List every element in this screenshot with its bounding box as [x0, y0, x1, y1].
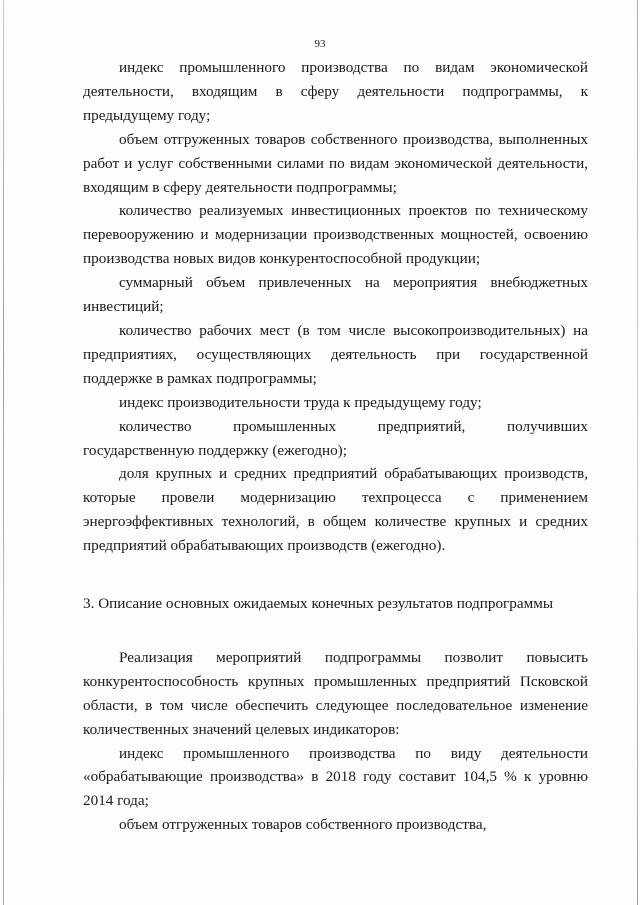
indicator-jobs-count: количество рабочих мест (в том числе высокопроизводительных) на предприятиях, осуществляющих деятельность при государственной поддержке в рамках подпрограммы; — [83, 321, 588, 387]
indicator-labor-productivity-index: индекс производительности труда к предыдущему году; — [119, 393, 482, 411]
section-heading: 3. Описание основных ожидаемых конечных результатов подпрограммы — [83, 595, 554, 613]
indicator-investment-projects-count: количество реализуемых инвестиционных проектов по техническому перевооружению и модернизации производственных мощностей, освоению производства новых видов конкурентоспособной продукции; — [83, 202, 588, 268]
indicator-modernized-enterprises-share: доля крупных и средних предприятий обрабатывающих производств, которые провели модернизацию техпроцесса с применением энергоэффективных технологий, в общем количестве крупных и средних предприятий обрабатывающих производств (ежегодно). — [83, 465, 588, 555]
indicator-shipped-goods-volume: объем отгруженных товаров собственного производства, выполненных работ и услуг собственными силами по видам экономической деятельности, входящим в сферу деятельности подпрограммы; — [83, 130, 588, 196]
document-body — [83, 56, 588, 837]
result-manufacturing-index: индекс промышленного производства по виду деятельности «обрабатывающие производства» в 2018 году составит 104,5 % к уровню 2014 года; — [83, 744, 588, 810]
page-number: 93 — [314, 38, 326, 50]
indicator-extrabudgetary-investments: суммарный объем привлеченных на мероприятия внебюджетных инвестиций; — [83, 274, 588, 316]
scan-edge-left — [3, 0, 4, 905]
scan-edge-right — [637, 0, 638, 905]
results-intro-paragraph: Реализация мероприятий подпрограммы позволит повысить конкурентоспособность крупных промышленных предприятий Псковской области, в том числе обеспечить следующее последовательное изменение количественных значений целевых индикаторов: — [83, 648, 588, 738]
result-shipped-goods-volume: объем отгруженных товаров собственного производства, — [119, 816, 487, 834]
indicator-supported-enterprises-count: количество промышленных предприятий, получивших государственную поддержку (ежегодно); — [83, 417, 588, 459]
indicator-industrial-production-index: индекс промышленного производства по видам экономической деятельности, входящим в сферу деятельности подпрограммы, к предыдущему году; — [83, 59, 588, 124]
